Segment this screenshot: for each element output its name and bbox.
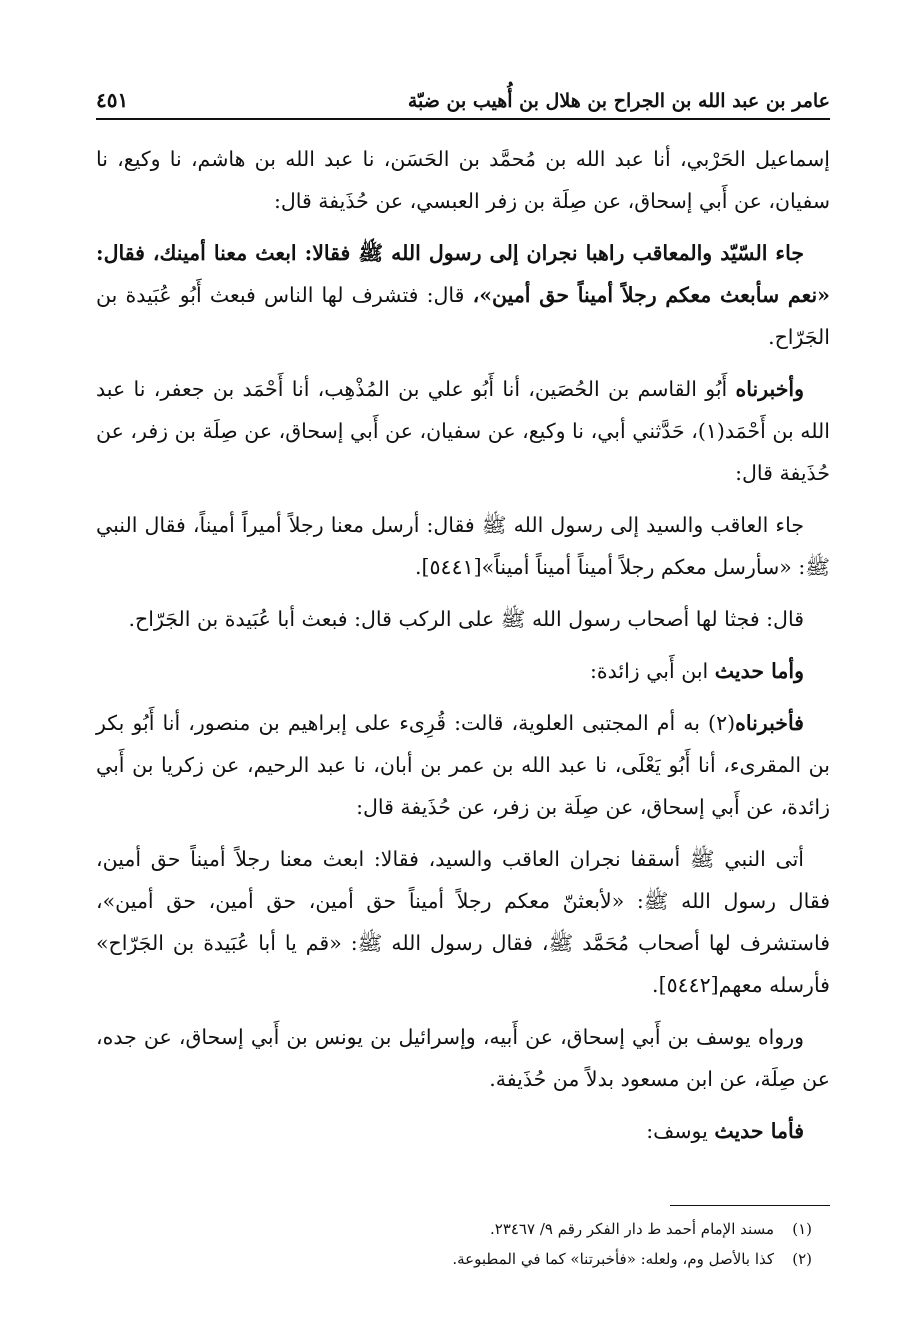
footnote-number: (١) xyxy=(792,1220,812,1238)
paragraph xyxy=(96,504,830,588)
running-title: عامر بن عبد الله بن الجراح بن هلال بن أُهيب بن ضبّة xyxy=(407,90,830,112)
page-header xyxy=(96,72,830,120)
paragraph-text: (٢) به أم المجتبى العلوية، قالت: قُرِىء على إبراهيم بن منصور، أنا أَبُو بكر بن المقرىء، أنا أَبُو يَعْلَى، نا عبد الله بن عمر بن أبان، نا عبد الرحيم، عن زكريا بن أَبي زائدة، عن أَبي إسحاق، عن صِلَة بن زفر، عن حُذَيفة قال: xyxy=(96,711,830,819)
paragraph-text: ورواه يوسف بن أَبي إسحاق، عن أَبيه، وإسرائيل بن يونس بن أَبي إسحاق، عن جده، عن صِلَة، عن ابن مسعود بدلاً من حُذَيفة. xyxy=(96,1025,830,1091)
footnote-text: مسند الإمام أحمد ط دار الفكر رقم ٩/ ٢٣٤٦٧. xyxy=(489,1220,774,1238)
paragraph-text: أتى النبي ﷺ أسقفا نجران العاقب والسيد، فقالا: ابعث معنا رجلاً أميناً حق أمين، فقال رسول الله ﷺ: «لأبعثنّ معكم رجلاً أميناً حق أمين، حق أمين، حق أمين»، فاستشرف لها أصحاب مُحَمَّد ﷺ، فقال رسول الله ﷺ: «قم يا أبا عُبَيدة بن الجَرّاح» فأرسله معهم[٥٤٤٢]. xyxy=(96,847,830,997)
footnotes xyxy=(96,1205,830,1274)
paragraph-text: يوسف: xyxy=(646,1119,715,1143)
footnote-divider xyxy=(670,1205,830,1206)
paragraph xyxy=(96,650,830,692)
footnote-number: (٢) xyxy=(792,1250,812,1268)
footnote xyxy=(96,1244,830,1274)
paragraph xyxy=(96,702,830,828)
paragraph-heading: فأما حديث xyxy=(714,1119,804,1143)
footnote xyxy=(96,1214,830,1244)
paragraph xyxy=(96,1110,830,1152)
main-text xyxy=(96,138,830,1162)
paragraph xyxy=(96,838,830,1006)
footnote-text: كذا بالأصل وم، ولعله: «فأخبرتنا» كما في المطبوعة. xyxy=(452,1250,774,1268)
paragraph-text: ابن أَبي زائدة: xyxy=(590,659,715,683)
paragraph xyxy=(96,138,830,222)
paragraph xyxy=(96,368,830,494)
paragraph-text: قال: فتشرف لها الناس فبعث أَبُو عُبَيدة بن الجَرّاح. xyxy=(96,283,830,349)
paragraph xyxy=(96,1016,830,1100)
paragraph-heading: فأخبرناه xyxy=(735,711,804,735)
paragraph xyxy=(96,598,830,640)
hadith-text: جاء السّيّد والمعاقب راهبا نجران إلى رسول الله ﷺ فقالا: ابعث معنا أمينك، فقال: «نعم سأبعث معكم رجلاً أميناً حق أمين»، xyxy=(96,241,830,307)
paragraph-text: إسماعيل الحَرْبي، أنا عبد الله بن مُحمَّد بن الحَسَن، نا عبد الله بن هاشم، نا وكيع، نا سفيان، عن أَبي إسحاق، عن صِلَة بن زفر العبسي، عن حُذَيفة قال: xyxy=(96,147,830,213)
page-number: ٤٥١ xyxy=(96,88,129,112)
paragraph-heading: وأما حديث xyxy=(714,659,804,683)
paragraph-text: قال: فجثا لها أصحاب رسول الله ﷺ على الركب قال: فبعث أبا عُبَيدة بن الجَرّاح. xyxy=(128,607,804,631)
paragraph xyxy=(96,232,830,358)
paragraph-heading: وأخبرناه xyxy=(735,377,804,401)
paragraph-text: أَبُو القاسم بن الحُصَين، أنا أَبُو علي بن المُذْهِب، أنا أَحْمَد بن جعفر، نا عبد الله بن أَحْمَد(١)، حَدَّثني أبي، نا وكيع، عن سفيان، عن أَبي إسحاق، عن صِلَة بن زفر، عن حُذَيفة قال: xyxy=(96,377,830,485)
paragraph-text: جاء العاقب والسيد إلى رسول الله ﷺ فقال: أرسل معنا رجلاً أميراً أميناً، فقال النبي ﷺ: «سأرسل معكم رجلاً أميناً أميناً أميناً»[٥٤٤١]. xyxy=(96,513,830,579)
